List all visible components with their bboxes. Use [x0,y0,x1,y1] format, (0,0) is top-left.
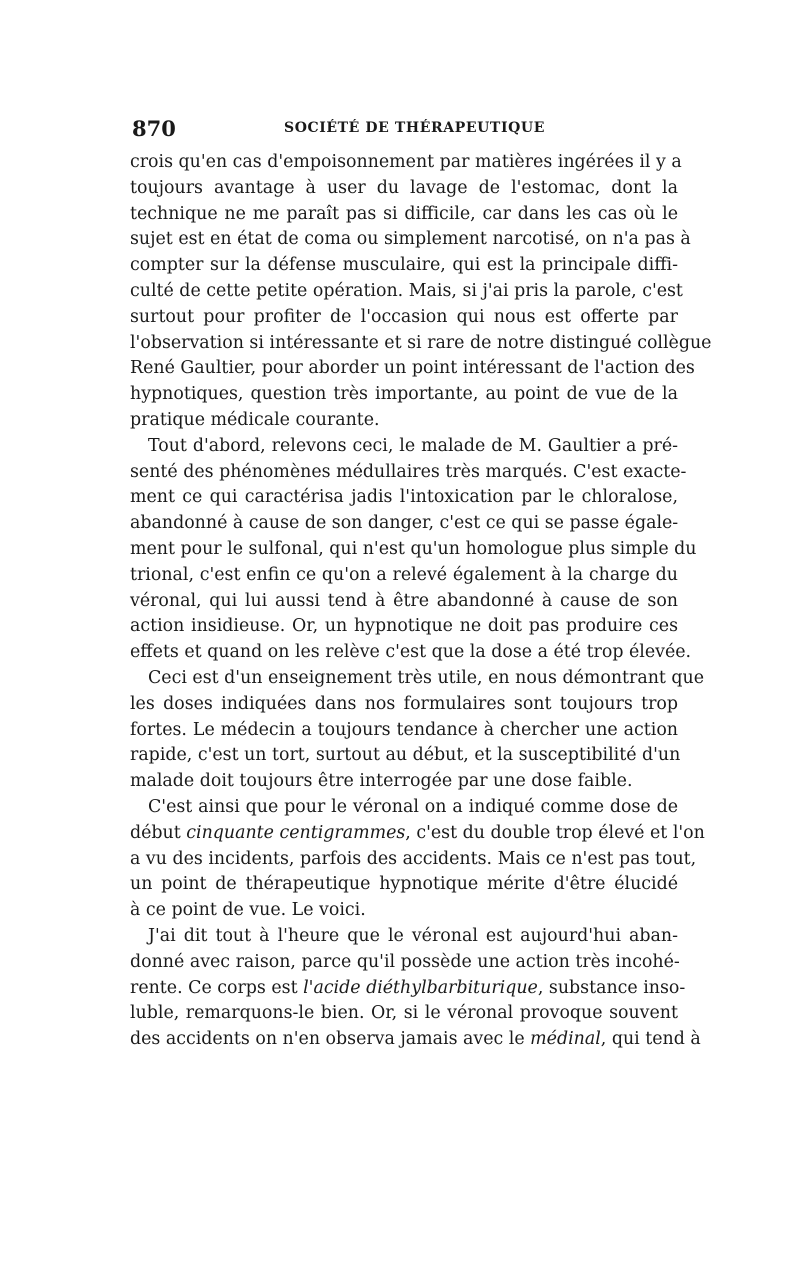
text-line: à ce point de vue. Le voici. [130,900,366,921]
text-line: Tout d'abord, relevons ceci, le malade de M. Gaultier a pré- [148,435,678,456]
text-line: malade doit toujours être interrogée par une dose faible. [130,771,633,792]
italic-term: cinquante centigrammes [186,822,406,843]
text-line: toujours avantage à user du lavage de l'estomac, dont la [130,177,678,198]
text-line: ment ce qui caractérisa jadis l'intoxication par le chloralose, [130,487,678,508]
text-line: véronal, qui lui aussi tend à être abandonné à cause de son [130,590,678,611]
running-title: SOCIÉTÉ DE THÉRAPEUTIQUE [284,120,545,136]
text-line: C'est ainsi que pour le véronal on a indiqué comme dose de [148,796,678,817]
text-line: René Gaultier, pour aborder un point intéressant de l'action des [130,358,695,379]
text-line: pratique médicale courante. [130,409,380,430]
text-line: senté des phénomènes médullaires très marqués. C'est exacte- [130,461,687,482]
text-line: action insidieuse. Or, un hypnotique ne doit pas produire ces [130,616,678,637]
italic-term: l'acide diéthylbarbiturique [303,977,538,998]
text-line: compter sur la défense musculaire, qui est la principale diffi- [130,255,678,276]
text-line: un point de thérapeutique hypnotique mérite d'être élucidé [130,874,678,895]
text-line: donné avec raison, parce qu'il possède une action très incohé- [130,951,680,972]
text-line: abandonné à cause de son danger, c'est ce qui se passe égale- [130,513,679,534]
text-line: luble, remarquons-le bien. Or, si le véronal provoque souvent [130,1003,678,1024]
text-line: a vu des incidents, parfois des accidents. Mais ce n'est pas tout, [130,848,697,869]
text-line: crois qu'en cas d'empoisonnement par matières ingérées il y a [130,152,682,172]
text-line: des accidents on n'en observa jamais avec le médinal, qui tend à [130,1029,701,1050]
italic-term: médinal [530,1029,601,1050]
text-line: rapide, c'est un tort, surtout au début, et la susceptibilité d'un [130,745,681,766]
text-line: sujet est en état de coma ou simplement narcotisé, on n'a pas à [130,229,691,250]
text-line: technique ne me paraît pas si difficile, car dans les cas où le [130,203,678,224]
text-line: fortes. Le médecin a toujours tendance à chercher une action [130,719,678,740]
text-line: l'observation si intéressante et si rare de notre distingué collègue [130,332,712,353]
page-number: 870 [132,116,176,141]
text-line: trional, c'est enfin ce qu'on a relevé également à la charge du [130,564,678,585]
text-line: ment pour le sulfonal, qui n'est qu'un homologue plus simple du [130,538,697,559]
text-line: surtout pour profiter de l'occasion qui nous est offerte par [130,306,678,327]
body-text [130,150,712,1053]
text-line: rente. Ce corps est l'acide diéthylbarbiturique, substance inso- [130,977,686,998]
text-line: hypnotiques, question très importante, au point de vue de la [130,384,678,405]
text-line: les doses indiquées dans nos formulaires sont toujours trop [130,693,678,714]
text-line: début cinquante centigrammes, c'est du double trop élevé et l'on [130,822,705,843]
text-line: J'ai dit tout à l'heure que le véronal est aujourd'hui aban- [148,925,678,946]
page-header [132,116,678,146]
text-line: Ceci est d'un enseignement très utile, en nous démontrant que [148,667,705,688]
text-line: effets et quand on les relève c'est que la dose a été trop élevée. [130,642,692,663]
text-line: culté de cette petite opération. Mais, si j'ai pris la parole, c'est [130,280,683,301]
